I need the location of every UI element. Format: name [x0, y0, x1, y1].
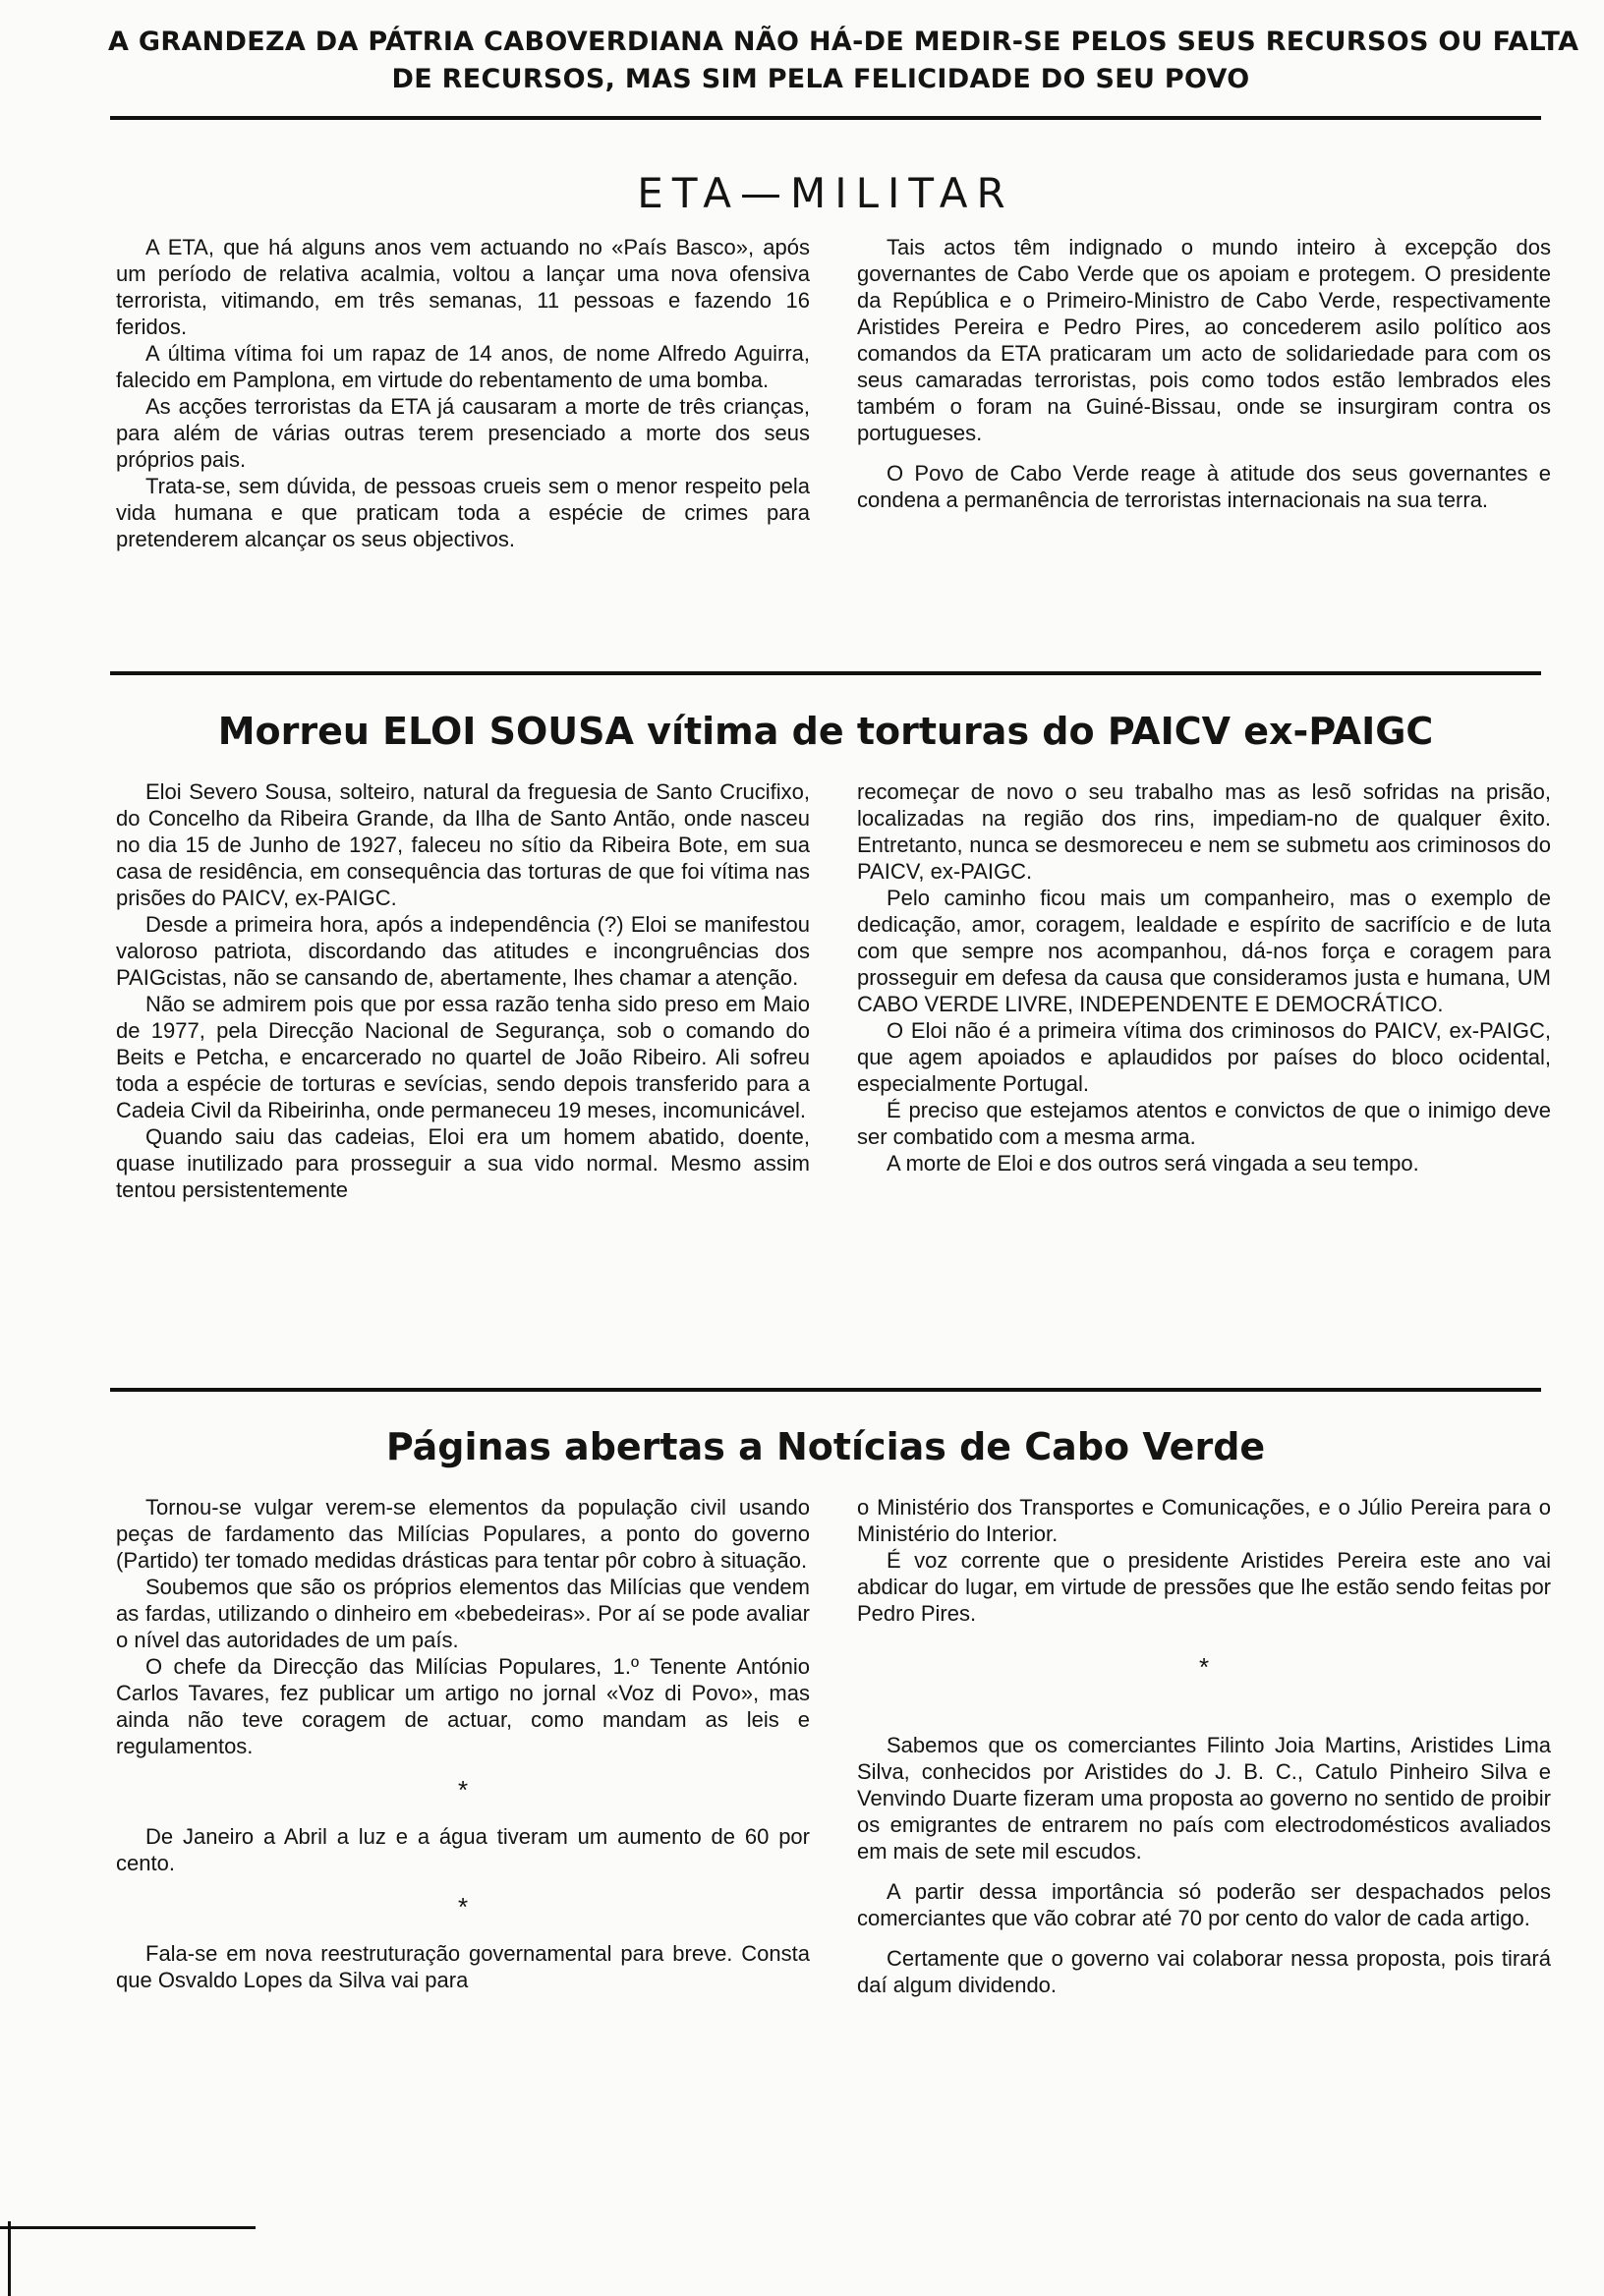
article-news-title: Páginas abertas a Notícias de Cabo Verde	[385, 1425, 1266, 1468]
paragraph: O Eloi não é a primeira vítima dos criminosos do PAICV, ex-PAIGC, que agem apoiados e aplaudidos por países do bloco ocidental, especialmente Portugal.	[857, 1018, 1551, 1096]
paragraph: É voz corrente que o presidente Aristides Pereira este ano vai abdicar do lugar, em virtude de pressões que lhe estão sendo feitas por Pedro Pires.	[857, 1548, 1551, 1626]
article-eloi-right-column	[857, 778, 1551, 1177]
section-separator-star: *	[1198, 1652, 1210, 1682]
article-eta-right-column	[857, 234, 1551, 513]
paragraph: Eloi Severo Sousa, solteiro, natural da freguesia de Santo Crucifixo, do Concelho da Ribeira Grande, da Ilha de Santo Antão, onde nasceu no dia 15 de Junho de 1927, faleceu no sítio da Ribeira Bote, em sua casa de residência, em consequência das torturas de que foi vítima nas prisões do PAICV, ex-PAIGC.	[116, 779, 810, 910]
paragraph: Tornou-se vulgar verem-se elementos da população civil usando peças de fardamento das Milícias Populares, a ponto do governo (Partido) ter tomado medidas drásticas para tentar pôr cobro à situação.	[116, 1495, 810, 1573]
paragraph: O chefe da Direcção das Milícias Populares, 1.º Tenente António Carlos Tavares, fez publicar um artigo no jornal «Voz di Povo», mas ainda não teve coragem de actuar, como mandam as leis e regulamentos.	[116, 1654, 810, 1758]
banner-line-1: A GRANDEZA DA PÁTRIA CABOVERDIANA NÃO HÁ-DE MEDIR-SE PELOS SEUS RECURSOS OU FALTA	[108, 27, 1579, 57]
paragraph: O Povo de Cabo Verde reage à atitude dos seus governantes e condena a permanência de terroristas internacionais na sua terra.	[857, 461, 1551, 512]
paragraph: Não se admirem pois que por essa razão tenha sido preso em Maio de 1977, pela Direcção Nacional de Segurança, sob o comando do Beits e Petcha, e encarcerado no quartel de João Ribeiro. Ali sofreu toda a espécie de torturas e sevícias, sendo depois transferido para a Cadeia Civil da Ribeirinha, onde permaneceu 19 meses, incomunicável.	[116, 992, 810, 1122]
paragraph: A última vítima foi um rapaz de 14 anos, de nome Alfredo Aguirra, falecido em Pamplona, em virtude do rebentamento de uma bomba.	[116, 341, 810, 392]
section-separator-star: *	[457, 1892, 469, 1922]
paragraph: Sabemos que os comerciantes Filinto Joia Martins, Aristides Lima Silva, conhecidos por Aristides do J. B. C., Catulo Pinheiro Silva e Venvindo Duarte fizeram uma proposta ao governo no sentido de proibir os emigrantes de entrarem no país com electrodomésticos avaliados em mais de sete mil escudos.	[857, 1733, 1551, 1864]
paragraph: A ETA, que há alguns anos vem actuando no «País Basco», após um período de relativa acalmia, voltou a lançar uma nova ofensiva terrorista, vitimando, em três semanas, 11 pessoas e fazendo 16 feridos.	[116, 235, 810, 339]
paragraph: o Ministério dos Transportes e Comunicações, e o Júlio Pereira para o Ministério do Interior.	[857, 1495, 1551, 1546]
article-eta-title: ETA—MILITAR	[637, 169, 1014, 217]
article-news-right-column	[857, 1494, 1551, 1998]
divider-rule	[110, 671, 1541, 675]
paragraph: Certamente que o governo vai colaborar nessa proposta, pois tirará daí algum dividendo.	[857, 1946, 1551, 1997]
article-eloi-left-column	[116, 778, 810, 1203]
paragraph: Tais actos têm indignado o mundo inteiro à excepção dos governantes de Cabo Verde que os apoiam e protegem. O presidente da República e o Primeiro-Ministro de Cabo Verde, respectivamente Aristides Pereira e Pedro Pires, ao concederem asilo político aos comandos da ETA praticaram um acto de solidariedade para com os seus camaradas terroristas, pois como todos estão lembrados eles também o foram na Guiné-Bissau, onde se insurgiram contra os portugueses.	[857, 235, 1551, 445]
paragraph: A morte de Eloi e dos outros será vingada a seu tempo.	[887, 1151, 1419, 1176]
paragraph: recomeçar de novo o seu trabalho mas as lesõ sofridas na prisão, localizadas na região dos rins, impediam-no de qualquer êxito. Entretanto, nunca se desmoreceu e nem se submetu aos criminosos do PAICV, ex-PAIGC.	[857, 779, 1551, 884]
article-eloi-title: Morreu ELOI SOUSA vítima de torturas do PAICV ex-PAIGC	[217, 710, 1434, 753]
paragraph: As acções terroristas da ETA já causaram a morte de três crianças, para além de várias outras terem presenciado a morte dos seus próprios pais.	[116, 394, 810, 472]
paragraph: Trata-se, sem dúvida, de pessoas crueis sem o menor respeito pela vida humana e que praticam toda a espécie de crimes para pretenderem alcançar os seus objectivos.	[116, 474, 810, 551]
paragraph: Fala-se em nova reestruturação governamental para breve. Consta que Osvaldo Lopes da Silva vai para	[116, 1941, 810, 1992]
paragraph: Soubemos que são os próprios elementos das Milícias que vendem as fardas, utilizando o dinheiro em «bebedeiras». Por aí se pode avaliar o nível das autoridades de um país.	[116, 1575, 810, 1652]
page-edge-rule	[8, 2221, 11, 2296]
paragraph: É preciso que estejamos atentos e convictos de que o inimigo deve ser combatido com a mesma arma.	[857, 1098, 1551, 1149]
paragraph: Desde a primeira hora, após a independência (?) Eloi se manifestou valoroso patriota, discordando das atitudes e incongruências dos PAIGcistas, não se cansando de, abertamente, lhes chamar a atenção.	[116, 912, 810, 990]
paragraph: Pelo caminho ficou mais um companheiro, mas o exemplo de dedicação, amor, coragem, lealdade e espírito de sacrifício e de luta com que sempre nos acompanhou, dá-nos força e coragem para prosseguir em defesa da causa que consideramos justa e humana, UM CABO VERDE LIVRE, INDEPENDENTE E DEMOCRÁTICO.	[857, 886, 1551, 1016]
divider-rule	[110, 116, 1541, 120]
article-news-left-column	[116, 1494, 810, 1993]
section-separator-star: *	[457, 1775, 469, 1805]
masthead-banner	[108, 24, 1579, 98]
paragraph: Quando saiu das cadeias, Eloi era um homem abatido, doente, quase inutilizado para prosseguir a sua vido normal. Mesmo assim tentou persistentemente	[116, 1124, 810, 1202]
paragraph: De Janeiro a Abril a luz e a água tiveram um aumento de 60 por cento.	[116, 1824, 810, 1875]
banner-line-2: DE RECURSOS, MAS SIM PELA FELICIDADE DO SEU POVO	[391, 64, 1250, 94]
paragraph: A partir dessa importância só poderão ser despachados pelos comerciantes que vão cobrar até 70 por cento do valor de cada artigo.	[857, 1879, 1551, 1930]
divider-rule	[110, 1388, 1541, 1392]
page-edge-rule	[0, 2226, 256, 2229]
article-eta-left-column	[116, 234, 810, 552]
